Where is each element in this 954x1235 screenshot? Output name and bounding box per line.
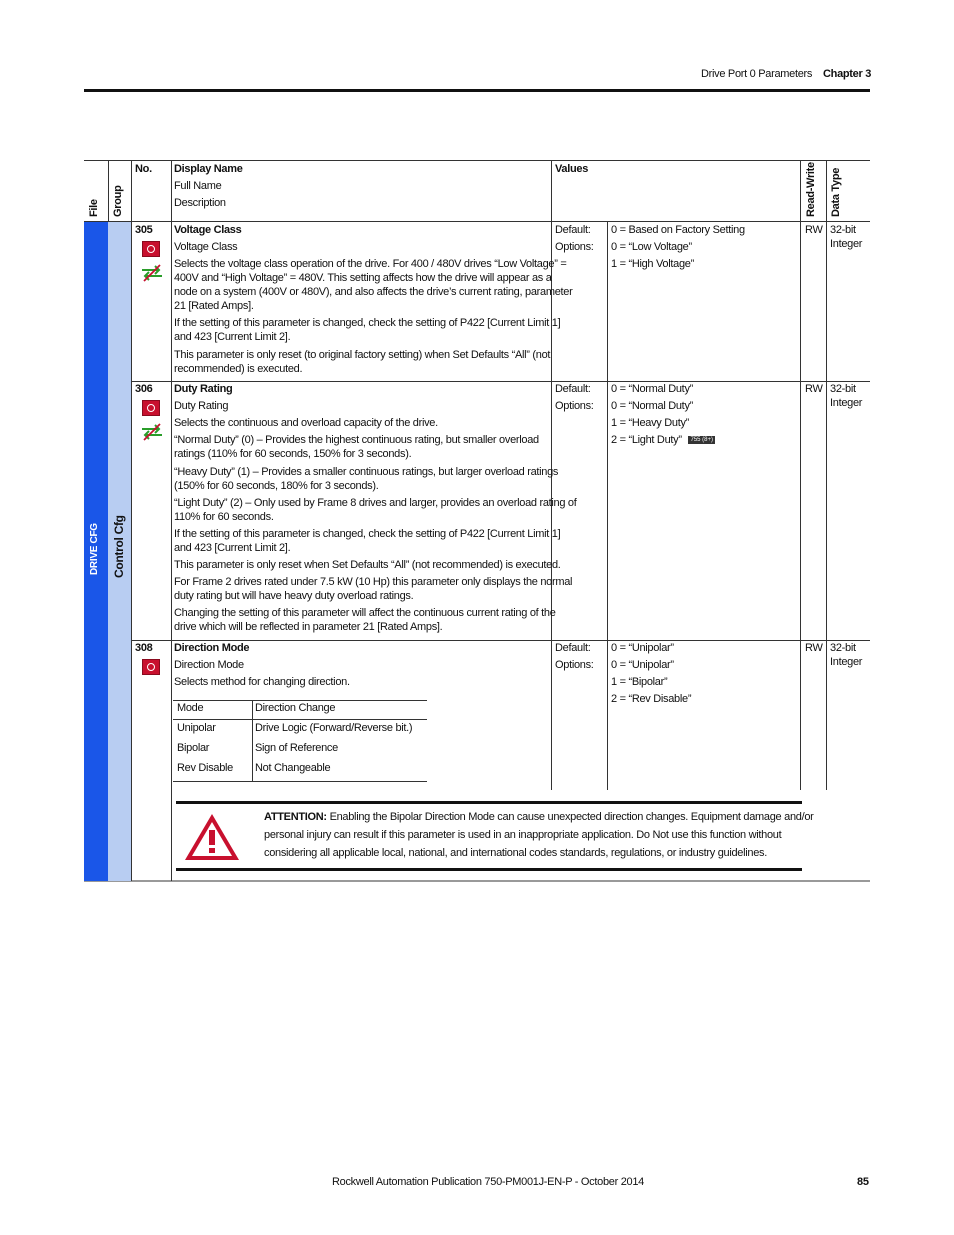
param-desc-line: and 423 [Current Limit 2]. bbox=[174, 331, 291, 343]
stop-icon bbox=[142, 400, 160, 416]
param-desc-line: “Normal Duty” (0) – Provides the highest continuous rating, but smaller overload bbox=[174, 434, 539, 446]
default-label: Default: bbox=[555, 224, 591, 236]
options-label: Options: bbox=[555, 659, 594, 671]
value-item: 0 = “Normal Duty” bbox=[611, 400, 694, 412]
group-label: Control Cfg bbox=[112, 515, 126, 578]
attention-top-rule bbox=[176, 801, 802, 804]
mode-table-divider bbox=[252, 700, 253, 781]
header-data-type: Data Type bbox=[830, 167, 842, 217]
param-desc-line: For Frame 2 drives rated under 7.5 kW (10 Hp) this parameter only displays the normal bbox=[174, 576, 573, 588]
attention-bottom-rule bbox=[176, 868, 802, 871]
header-rule bbox=[84, 89, 870, 92]
value-item: 0 = “Unipolar” bbox=[611, 659, 674, 671]
warning-icon bbox=[183, 812, 241, 867]
param-desc-line: duty rating but will have heavy duty overload ratings. bbox=[174, 590, 414, 602]
value-item-with-badge bbox=[611, 433, 715, 447]
mode-table-header: Mode bbox=[177, 702, 204, 714]
header-values: Values bbox=[555, 163, 589, 175]
attention-line-1 bbox=[264, 810, 814, 824]
file-label: DRIVE CFG bbox=[89, 523, 100, 575]
mode-table-header: Direction Change bbox=[255, 702, 336, 714]
read-write-value: RW bbox=[805, 224, 823, 236]
data-type-value: 32-bit bbox=[830, 383, 856, 395]
param-number: 308 bbox=[135, 642, 153, 654]
frame-badge: 755 (8+) bbox=[690, 437, 713, 444]
param-desc-line: 21 [Rated Amps]. bbox=[174, 300, 254, 312]
attention-line-3: considering all applicable local, national, and international codes standards, regulations, or industry guidelines. bbox=[264, 847, 768, 859]
header-full-name: Full Name bbox=[174, 180, 222, 192]
param-desc-line: 110% for 60 seconds. bbox=[174, 511, 274, 523]
param-name: Duty Rating bbox=[174, 383, 233, 395]
col-divider bbox=[800, 160, 801, 790]
data-type-value: Integer bbox=[830, 397, 863, 409]
param-name: Direction Mode bbox=[174, 642, 250, 654]
param-desc-line: Selects the voltage class operation of the drive. For 400 / 480V drives “Low Voltage” = bbox=[174, 258, 567, 270]
options-label: Options: bbox=[555, 400, 594, 412]
default-label: Default: bbox=[555, 383, 591, 395]
header-display-name: Display Name bbox=[174, 163, 243, 175]
stop-icon bbox=[142, 241, 160, 257]
param-desc-line: If the setting of this parameter is changed, check the setting of P422 [Current Limit 1] bbox=[174, 317, 561, 329]
attention-text: Enabling the Bipolar Direction Mode can cause unexpected direction changes. Equipment damage and/or bbox=[329, 811, 814, 823]
value-item: 2 = “Light Duty” bbox=[611, 434, 682, 446]
data-type-value: 32-bit bbox=[830, 224, 856, 236]
attention-label: ATTENTION: bbox=[264, 811, 327, 823]
table-bottom-rule bbox=[84, 880, 870, 882]
mode-table-header-rule bbox=[173, 719, 427, 720]
data-type-value: Integer bbox=[830, 656, 863, 668]
param-number: 305 bbox=[135, 224, 153, 236]
read-write-value: RW bbox=[805, 383, 823, 395]
param-desc-line: node on a system (400V or 480V), and also affects the drive’s current rating, parameter bbox=[174, 286, 573, 298]
mode-table-bottom-rule bbox=[173, 781, 427, 782]
param-desc-line: 400V and “High Voltage” = 480V. This setting affects how the drive will appear as a bbox=[174, 272, 552, 284]
data-type-value: Integer bbox=[830, 238, 863, 250]
swap-icon bbox=[141, 264, 163, 287]
header-row-rule bbox=[84, 221, 870, 222]
value-item: 0 = Based on Factory Setting bbox=[611, 224, 745, 236]
param-name: Voltage Class bbox=[174, 224, 242, 236]
options-label: Options: bbox=[555, 241, 594, 253]
param-full-name: Voltage Class bbox=[174, 241, 238, 253]
row-rule bbox=[131, 381, 870, 382]
col-divider bbox=[108, 160, 109, 222]
value-item: 1 = “Heavy Duty” bbox=[611, 417, 690, 429]
read-write-value: RW bbox=[805, 642, 823, 654]
param-desc-line: recommended) is executed. bbox=[174, 363, 303, 375]
mode-table-cell: Unipolar bbox=[177, 722, 216, 734]
param-number: 306 bbox=[135, 383, 153, 395]
param-desc-line: Changing the setting of this parameter will affect the continuous current rating of the bbox=[174, 607, 556, 619]
param-desc-line: This parameter is only reset when Set Defaults “All” (not recommended) is executed. bbox=[174, 559, 561, 571]
value-item: 2 = “Rev Disable” bbox=[611, 693, 692, 705]
table-top-rule bbox=[84, 160, 870, 161]
mode-table-cell: Rev Disable bbox=[177, 762, 234, 774]
running-header-chapter: Chapter 3 bbox=[823, 68, 872, 80]
value-item: 1 = “Bipolar” bbox=[611, 676, 668, 688]
value-item: 0 = “Unipolar” bbox=[611, 642, 674, 654]
mode-table-cell: Not Changeable bbox=[255, 762, 331, 774]
header-file: File bbox=[88, 199, 100, 217]
header-no: No. bbox=[135, 163, 152, 175]
param-desc-line: Selects the continuous and overload capacity of the drive. bbox=[174, 417, 438, 429]
header-read-write: Read-Write bbox=[805, 162, 817, 217]
param-desc-line: (150% for 60 seconds, 180% for 3 seconds). bbox=[174, 480, 379, 492]
header-group: Group bbox=[112, 185, 124, 217]
mode-table-cell: Drive Logic (Forward/Reverse bit.) bbox=[255, 722, 413, 734]
param-full-name: Direction Mode bbox=[174, 659, 244, 671]
param-desc-line: and 423 [Current Limit 2]. bbox=[174, 542, 291, 554]
col-divider bbox=[131, 160, 132, 881]
param-desc-line: Selects method for changing direction. bbox=[174, 676, 350, 688]
mode-table-cell: Sign of Reference bbox=[255, 742, 338, 754]
mode-table-cell: Bipolar bbox=[177, 742, 210, 754]
page-number: 85 bbox=[857, 1176, 869, 1188]
header-description: Description bbox=[174, 197, 226, 209]
running-header-section: Drive Port 0 Parameters bbox=[701, 68, 813, 80]
data-type-value: 32-bit bbox=[830, 642, 856, 654]
param-desc-line: “Light Duty” (2) – Only used by Frame 8 drives and larger, provides an overload rating of bbox=[174, 497, 577, 509]
stop-icon bbox=[142, 659, 160, 675]
value-item: 0 = “Low Voltage” bbox=[611, 241, 692, 253]
attention-line-2: personal injury can result if this parameter is used in an inappropriate application. Do Not use this function without bbox=[264, 829, 782, 841]
swap-icon bbox=[141, 423, 163, 446]
param-desc-line: This parameter is only reset (to original factory setting) when Set Defaults “All” (not bbox=[174, 349, 551, 361]
col-divider bbox=[607, 222, 608, 790]
col-divider bbox=[826, 160, 827, 790]
param-desc-line: “Heavy Duty” (1) – Provides a smaller continuous ratings, but larger overload ratings bbox=[174, 466, 559, 478]
param-full-name: Duty Rating bbox=[174, 400, 229, 412]
default-label: Default: bbox=[555, 642, 591, 654]
value-item: 1 = “High Voltage” bbox=[611, 258, 694, 270]
col-divider bbox=[171, 160, 172, 881]
footer-publication: Rockwell Automation Publication 750-PM001J-EN-P - October 2014 bbox=[332, 1176, 644, 1188]
param-desc-line: ratings (110% for 60 seconds, 150% for 3 seconds). bbox=[174, 448, 412, 460]
param-desc-line: drive which will be reflected in parameter 21 [Rated Amps]. bbox=[174, 621, 443, 633]
param-desc-line: If the setting of this parameter is changed, check the setting of P422 [Current Limit 1] bbox=[174, 528, 561, 540]
value-item: 0 = “Normal Duty” bbox=[611, 383, 694, 395]
